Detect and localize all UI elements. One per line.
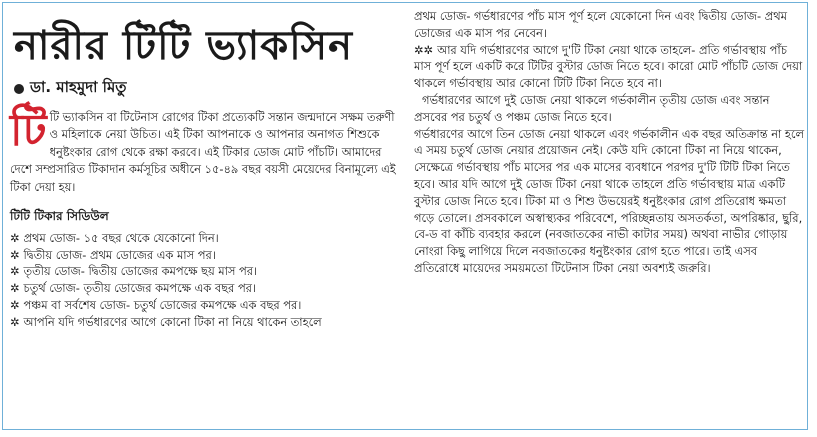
lead-text: টি ভ্যাকসিন বা টিটেনাস রোগের টিকা প্রত্যেকটি সন্তান জন্মদানে সক্ষম তরুণী ও মহিলাকে নেয়া উচিত। এই টিকা আপনাকে ও আপনার অনাগত শিশুকে ধনুষ্টংকার রোগ থেকে রক্ষা করবে। এই টিকার ডোজ মোট পাঁচটি। আমাদের দেশে সম্প্রসারিত টিকাদান কর্মসূচির অধীনে ১৫-৪৯ বছর বয়সী মেয়েদের বিনামূল্যে এই টিকা দেয়া হয়। (10, 110, 396, 194)
schedule-item: ✲ আপনি যদি গর্ভধারণের আগে কোনো টিকা না নিয়ে থাকেন তাহলে (10, 314, 322, 329)
schedule-item: ✲ প্রথম ডোজ- ১৫ বছর থেকে যেকোনো দিন। (10, 231, 219, 246)
lead-paragraph (10, 105, 405, 196)
right-paragraph: ✲✲ আর যদি গর্ভধারণের আগে দু'টি টিকা নেয়া থাকে তাহলে- প্রতি গর্ভাবস্থায় পাঁচ মাস পূর্ণ হলে একটি করে টিটির বুস্টার ডোজ নিতে হবে। কারো মোট পাঁচটি ডোজ দেয়া থাকলে গর্ভাবস্থায় আর কোনো টিটি টিকা নিতে হবে না। (414, 42, 803, 91)
schedule-item: ✲ পঞ্চম বা সর্বশেষ ডোজ- চতুর্থ ডোজের কমপক্ষে এক বছর পর। (10, 297, 302, 312)
left-column (10, 6, 405, 330)
star-icon: ✲ (10, 281, 20, 296)
star-icon: ✲ (10, 247, 20, 262)
article-title: নারীর টিটি ভ্যাকসিন (14, 22, 353, 69)
right-paragraph: গর্ভধারণের আগে তিন ডোজ নেয়া থাকলে এবং গর্ভকালীন এক বছর অতিক্রান্ত না হলে এ সময় চতুর্থ ডোজ নেয়ার প্রয়োজন নেই। কেউ যদি কোনো টিকা না নিয়ে থাকেন, সেক্ষেত্রে গর্ভাবস্থায় পাঁচ মাসের পর এক মাসের ব্যবধানে পরপর দু'টি টিটি টিকা নিতে হবে। আর যদি আগে দুই ডোজ টিকা নেয়া থাকে তাহলে প্রতি গর্ভাবস্থায় মাত্র একটি বুস্টার ডোজ নিতে হবে। টিকা মা ও শিশু উভয়েরই ধনুষ্টংকার রোগ প্রতিরোধ ক্ষমতা গড়ে তোলে। প্রসবকালে অস্বাস্থ্যকর পরিবেশে, পরিচ্ছন্নতায় অসতর্কতা, অপরিষ্কার, ছুরি, বে-ড বা কাঁচি ব্যবহার করলে (নবজাতকের নাভী কাটার সময়) অথবা নাভীর গোড়ায় নোংরা কিছু লাগিয়ে দিলে নবজাতকের ধনুষ্টংকার রোগ হতে পারে। তাই এসব প্রতিরোধে মায়েদের সময়মতো টিটেনাস টিকা নেয়া অবশ্যই জরুরি। (414, 126, 804, 275)
star-icon: ✲✲ (414, 42, 434, 57)
author-name: ডা. মাহমুদা মিতু (30, 78, 127, 96)
star-icon: ✲ (10, 231, 20, 246)
schedule-item: ✲ দ্বিতীয় ডোজ- প্রথম ডোজের এক মাস পর। (10, 247, 216, 262)
schedule-list (10, 230, 405, 330)
bullet-icon (14, 84, 24, 94)
schedule-item: ✲ তৃতীয় ডোজ- দ্বিতীয় ডোজের কমপক্ষে ছয় মাস পর। (10, 264, 258, 279)
right-paragraph: প্রথম ডোজ- গর্ভধারণের পাঁচ মাস পূর্ণ হলে যেকোনো দিন এবং দ্বিতীয় ডোজ- প্রথম ডোজের এক মাস পর নেবেন। (414, 9, 787, 40)
star-icon: ✲ (10, 314, 20, 329)
schedule-title: টিটি টিকার সিডিউল (10, 209, 109, 224)
byline (14, 76, 405, 101)
right-paragraph: গর্ভধারণের আগে দুই ডোজ নেয়া থাকলে গর্ভকালীন তৃতীয় ডোজ এবং সন্তান প্রসবের পর চতুর্থ ও পঞ্চম ডোজ নিতে হবে। (414, 92, 770, 124)
star-icon: ✲ (10, 297, 20, 312)
star-icon: ✲ (10, 264, 20, 279)
drop-cap: টি (10, 105, 47, 156)
right-column (414, 8, 806, 277)
schedule-item: ✲ চতুর্থ ডোজ- তৃতীয় ডোজের কমপক্ষে এক বছর পর। (10, 281, 257, 296)
